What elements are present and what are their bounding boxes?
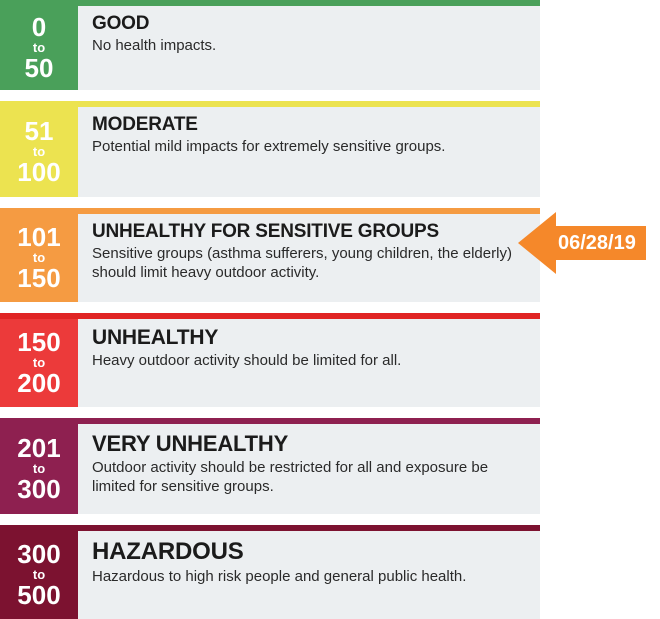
range-to-label: to bbox=[32, 249, 46, 265]
band-body bbox=[0, 531, 540, 619]
band-text bbox=[78, 107, 540, 197]
band-description: Sensitive groups (asthma sufferers, young children, the elderly) should limit heavy outdoor activity. bbox=[92, 245, 512, 281]
band-range bbox=[0, 107, 78, 197]
range-to-label: to bbox=[32, 566, 46, 582]
range-low-value: 201 bbox=[17, 432, 61, 463]
band-description: Heavy outdoor activity should be limited for all. bbox=[92, 352, 402, 369]
aqi-band-hazardous bbox=[0, 525, 660, 619]
range-high-value: 100 bbox=[17, 156, 61, 187]
band-body bbox=[0, 319, 540, 407]
range-to-label: to bbox=[32, 354, 46, 370]
range-to-label: to bbox=[32, 460, 46, 476]
band-description: Potential mild impacts for extremely sensitive groups. bbox=[92, 138, 446, 155]
aqi-band-moderate bbox=[0, 101, 660, 197]
band-title: GOOD bbox=[92, 13, 150, 34]
band-title: HAZARDOUS bbox=[92, 538, 244, 565]
range-low-value: 51 bbox=[24, 115, 54, 146]
band-body bbox=[0, 6, 540, 90]
band-body bbox=[0, 107, 540, 197]
range-low-value: 150 bbox=[17, 326, 61, 357]
range-low-value: 101 bbox=[17, 221, 61, 252]
band-range bbox=[0, 319, 78, 407]
arrow-left-icon bbox=[518, 212, 556, 274]
band-description: No health impacts. bbox=[92, 37, 217, 54]
band-title: UNHEALTHY FOR SENSITIVE GROUPS bbox=[92, 221, 439, 242]
marker-date-label: 06/28/19 bbox=[558, 231, 636, 254]
band-spacer bbox=[0, 302, 540, 313]
band-range bbox=[0, 531, 78, 619]
band-body bbox=[0, 214, 540, 302]
band-title: VERY UNHEALTHY bbox=[92, 431, 289, 456]
band-spacer bbox=[0, 90, 540, 101]
band-range bbox=[0, 6, 78, 90]
band-body bbox=[0, 424, 540, 514]
band-description: Hazardous to high risk people and general public health. bbox=[92, 568, 467, 585]
band-text bbox=[78, 319, 540, 407]
range-low-value: 300 bbox=[17, 538, 61, 569]
range-to-label: to bbox=[32, 39, 46, 55]
band-title: MODERATE bbox=[92, 114, 198, 135]
aqi-band-good bbox=[0, 0, 660, 90]
aqi-band-very-unhealthy bbox=[0, 418, 660, 514]
range-low-value: 0 bbox=[31, 11, 47, 42]
range-high-value: 200 bbox=[17, 367, 61, 398]
band-spacer bbox=[0, 197, 540, 208]
band-text bbox=[78, 6, 540, 90]
band-range bbox=[0, 424, 78, 514]
range-high-value: 500 bbox=[17, 579, 61, 610]
range-high-value: 50 bbox=[24, 52, 54, 83]
date-marker bbox=[518, 212, 646, 274]
band-text bbox=[78, 424, 540, 514]
band-description: Outdoor activity should be restricted for all and exposure be limited for sensitive groups. bbox=[92, 459, 489, 495]
band-text bbox=[78, 214, 540, 302]
band-spacer bbox=[0, 407, 540, 418]
range-high-value: 150 bbox=[17, 262, 61, 293]
aqi-band-unhealthy bbox=[0, 313, 660, 407]
band-text bbox=[78, 531, 540, 619]
range-high-value: 300 bbox=[17, 473, 61, 504]
range-to-label: to bbox=[32, 143, 46, 159]
band-range bbox=[0, 214, 78, 302]
marker-body bbox=[556, 226, 646, 260]
band-spacer bbox=[0, 514, 540, 525]
band-title: UNHEALTHY bbox=[92, 326, 219, 349]
